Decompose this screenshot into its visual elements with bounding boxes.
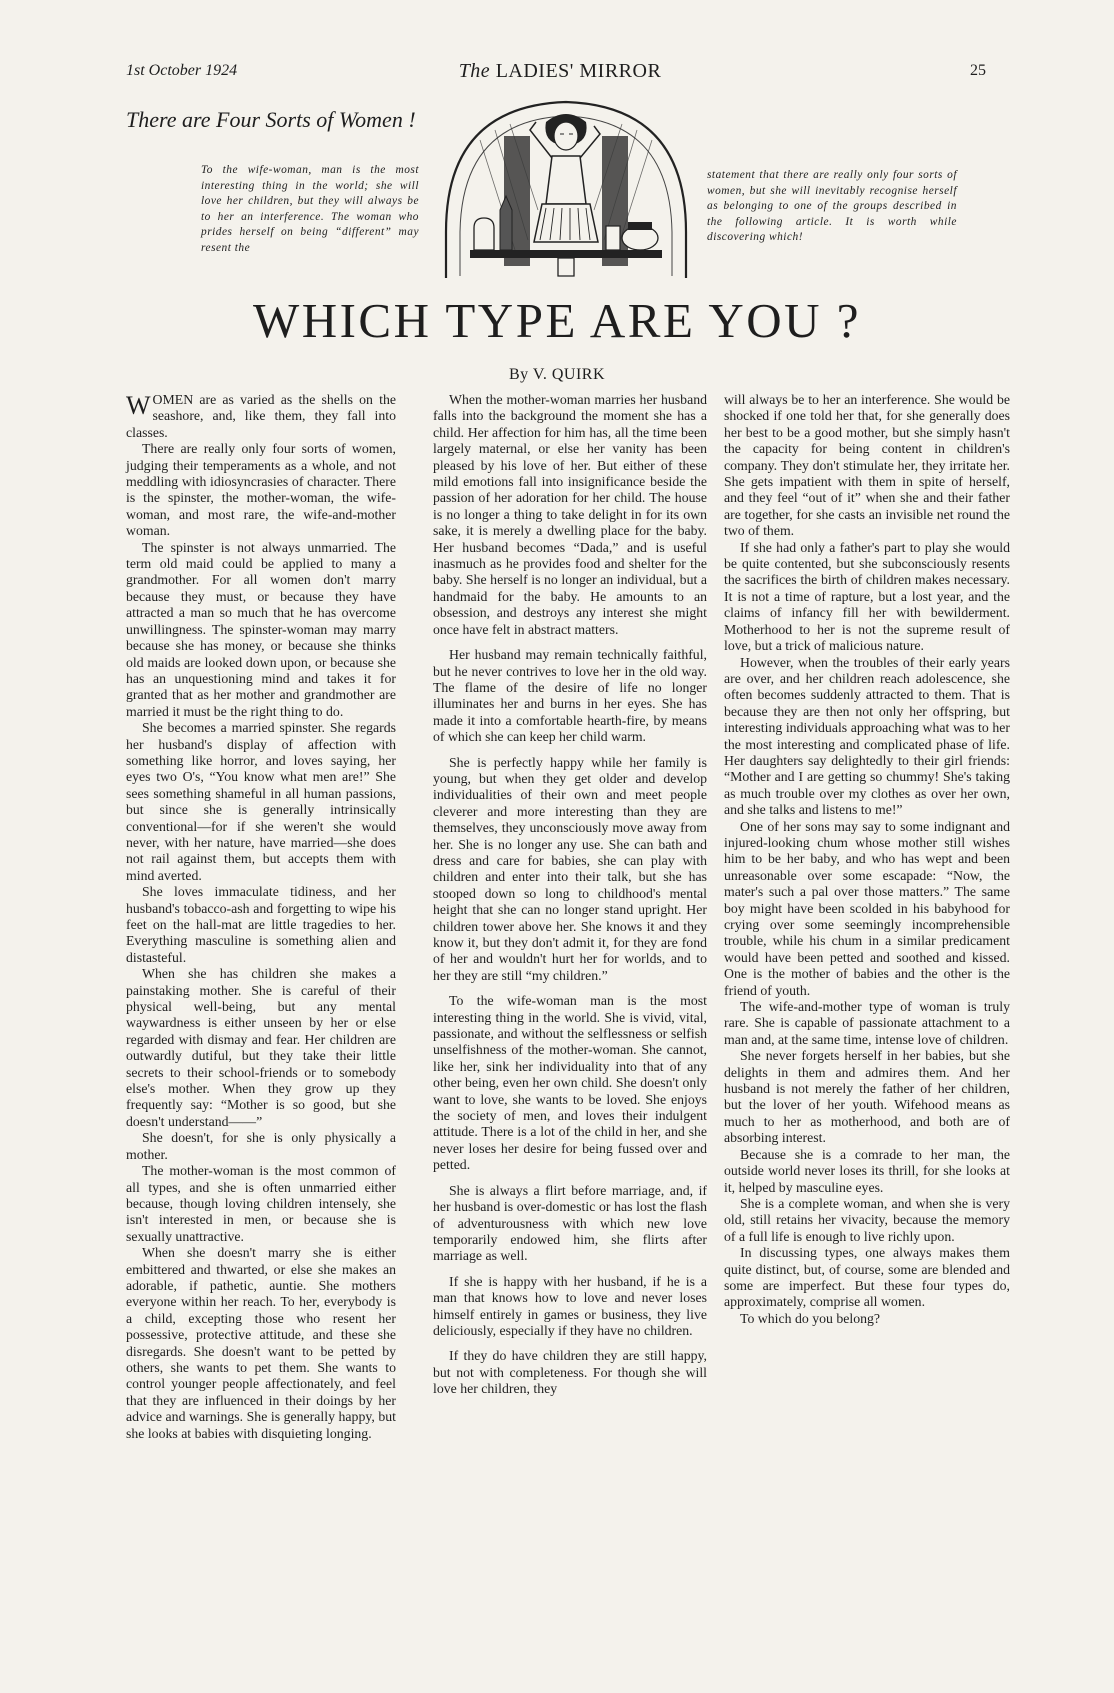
- paragraph: Because she is a comrade to her man, the outside world never loses its thrill, for she looks at it, helped by masculine eyes.: [724, 1146, 1010, 1195]
- paragraph: When she doesn't marry she is either embittered and thwarted, or else she makes an adorable, if pathetic, auntie. She mothers everyone within her reach. To her, everybody is a child, excepting those who resent her possessive, protective attitude, and these she disregards. She doesn't want to be petted by others, she wants to pet them. She wants to control younger people affectionately, and feel that they are influenced in their doings by her advice and warnings. She is generally happy, but she looks at babies with disquieting longing.: [126, 1245, 396, 1441]
- paragraph: She is a complete woman, and when she is very old, still retains her vivacity, because the memory of a full life is enough to live richly upon.: [724, 1195, 1010, 1244]
- paragraph: When the mother-woman marries her husband falls into the background the moment she has a child. Her affection for him has, all the time been largely maternal, or else her vanity has been pleased by his love of her. But either of these mild emotions fall into insignificance beside the passion of her adoration for her child. The house is no longer a thing to take delight in for its own sake, it is merely a dwelling place for the baby. Her husband becomes “Dada,” and is useful inasmuch as he provides food and shelter for the baby. She herself is no longer an individual, but a handmaid for the baby. He amounts to an obsession, and destroys any interest she might once have felt in abstract matters.: [433, 392, 707, 637]
- paragraph: One of her sons may say to some indignant and injured-looking chum whose mother still wishes him to be her baby, and who has wept and been unreasonable over some escapade: “Now, the mater's such a pal over those matters.” The same boy might have been scolded in his babyhood for crying over some seemingly incomprehensible trouble, while his chum in a similar predicament would have been petted and soothed and kissed. One is the mother of babies and the other is the friend of youth.: [724, 818, 1010, 998]
- paragraph: To the wife-woman man is the most interesting thing in the world. She is vivid, vital, passionate, and without the selflessness or selfish unselfishness of the mother-woman. She cannot, like her, sink her individuality into that of any other being, even her own child. She doesn't only want to love, she wants to be loved. She enjoys the society of men, and loves their indulgent attitude. There is a lot of the child in her, and she never loses her desire for being fussed over and petted.: [433, 993, 707, 1173]
- magazine-article: The: [458, 60, 491, 82]
- magazine-name: [400, 60, 720, 83]
- article-title: WHICH TYPE ARE YOU ?: [252, 293, 862, 348]
- column-3: [724, 392, 1010, 1327]
- woman-at-mirror-illustration: [440, 100, 692, 290]
- paragraph: She is perfectly happy while her family is young, but when they get older and develop individualities of their own and meet people cleverer and more interesting than they are themselves, they unconsciously move away from her. She is no longer any use. She can bath and dress and care for babies, she can play with children and enter into their talk, but she has stooped down so long to childhood's mental height that she can no longer stand upright. Her children tower above her. She knows it and they know it, but they don't admit it, for they are fond of her and wouldn't hurt her for worlds, and to her they are still “my children.”: [433, 754, 707, 983]
- paragraph: If she had only a father's part to play she would be quite contented, but she subconsciously resents the sacrifices the birth of children makes necessary. It is not a time of rapture, but a lost year, and the claims of infancy fill her with bewilderment. Motherhood to her is not the supreme result of love, but a trick of malicious nature.: [724, 539, 1010, 654]
- paragraph: The spinster is not always unmarried. The term old maid could be applied to many a grandmother. For all women don't marry because they must, or because they have attracted a man so much that he has overcome unwillingness. The spinster-woman may marry because she has money, or because she thinks old maids are looked down upon, or because she has an unquestioning mind and takes it for granted that as her mother and grandmother are married it must be the right thing to do.: [126, 539, 396, 719]
- column-1: [126, 392, 396, 1442]
- paragraph: She doesn't, for she is only physically a mother.: [126, 1130, 396, 1162]
- paragraph: To which do you belong?: [740, 1310, 881, 1326]
- paragraph: She never forgets herself in her babies, but she delights in them and admires them. And her husband is not merely the father of her children, but the lover of her youth. Wifehood means as much to her as motherhood, and both are of absorbing interest.: [724, 1048, 1010, 1146]
- drop-cap: W: [126, 391, 151, 420]
- intro-left: To the wife-woman, man is the most interesting thing in the world; she will love her children, but they will always be to her an interference. The woman who prides herself on being “different” may resent the: [201, 164, 419, 254]
- page-number: 25: [970, 62, 986, 79]
- magazine-title: LADIES' MIRROR: [495, 60, 662, 82]
- paragraph: She loves immaculate tidiness, and her husband's tobacco-ash and forgetting to wipe his feet on the hall-mat are little tragedies to her. Everything masculine is something alien and distasteful.: [126, 884, 396, 965]
- paragraph: The wife-and-mother type of woman is truly rare. She is capable of passionate attachment to a man and, at the same time, intense love of children.: [724, 999, 1010, 1047]
- paragraph: The mother-woman is the most common of all types, and she is often unmarried either because, though loving children intensely, she isn't interested in men, or because she is sexually unattractive.: [126, 1163, 396, 1244]
- column-2: [433, 392, 707, 1398]
- paragraph: If she is happy with her husband, if he is a man that knows how to love and never loses himself entirely in games or business, they live deliciously, especially if they have no children.: [433, 1273, 707, 1338]
- paragraph: In discussing types, one always makes them quite distinct, but, of course, some are blended and some are imperfect. But these four types do, approximately, comprise all women.: [724, 1245, 1010, 1310]
- paragraph: There are really only four sorts of women, judging their temperaments as a whole, and not meddling with idiosyncrasies of character. There is the spinster, the mother-woman, the wife-woman, and most rare, the wife-and-mother woman.: [126, 441, 396, 539]
- paragraph: When she has children she makes a painstaking mother. She is careful of their physical well-being, but any mental waywardness is either unseen by her or else regarded with dismay and fear. Her children are outwardly dutiful, but they take their little secrets to their school-friends or to somebody else's mother. When they grow up they frequently say: “Mother is so good, but she doesn't understand——”: [126, 966, 396, 1129]
- running-header: [0, 62, 1114, 86]
- paragraph: will always be to her an interference. She would be shocked if one told her that, for she generally does her best to be a good mother, but she simply hasn't the capacity for being content in children's company. They don't stimulate her, they irritate her. She gets impatient with them in spite of herself, and they feel “out of it” when she and their father are together, for she casts an invisible net round the two of them.: [724, 392, 1010, 539]
- kicker-heading: There are Four Sorts of Women !: [126, 107, 416, 132]
- paragraph: [126, 392, 396, 441]
- paragraph: However, when the troubles of their early years are over, and her children reach adolescence, she often becomes suddenly attracted to them. That is because they are then not only her offspring, but interesting individuals approaching what was to her the most interesting and complicated phase of life. Her daughters say delightedly to their girl friends: “Mother and I are getting so chummy! She's taking as much trouble over my clothes as over her own, and she talks and listens to me!”: [724, 654, 1010, 818]
- paragraph: She becomes a married spinster. She regards her husband's display of affection with something like horror, and loves saying, her eyes two O's, “You know what men are!” She sees something shameful in all human passions, but since she is generally intrinsically conventional—for if she weren't she would never, with her nature, have married—she does not rail against them, but accepts them with mind averted.: [126, 720, 396, 883]
- paragraph-text: OMEN are as varied as the shells on the seashore, and, like them, they fall into classes.: [126, 392, 396, 440]
- issue-date: 1st October 1924: [126, 62, 238, 79]
- paragraph: If they do have children they are still happy, but not with completeness. For though she will love her children, they: [433, 1348, 707, 1397]
- paragraph: Her husband may remain technically faithful, but he never contrives to love her in the old way. The flame of the desire of life no longer illuminates her and burns in her eyes. She has made it into a comfortable hearth-fire, by means of which she can keep her child warm.: [433, 647, 707, 745]
- paragraph: She is always a flirt before marriage, and, if her husband is over-domestic or has lost the flash of adventurousness with which new love temporarily endowed him, she flirts after marriage as well.: [433, 1182, 707, 1264]
- intro-right: statement that there are really only four sorts of women, but she will inevitably recognise herself as belonging to one of the groups described in the following article. It is worth while discovering which!: [707, 169, 957, 244]
- byline: By V. QUIRK: [508, 366, 606, 383]
